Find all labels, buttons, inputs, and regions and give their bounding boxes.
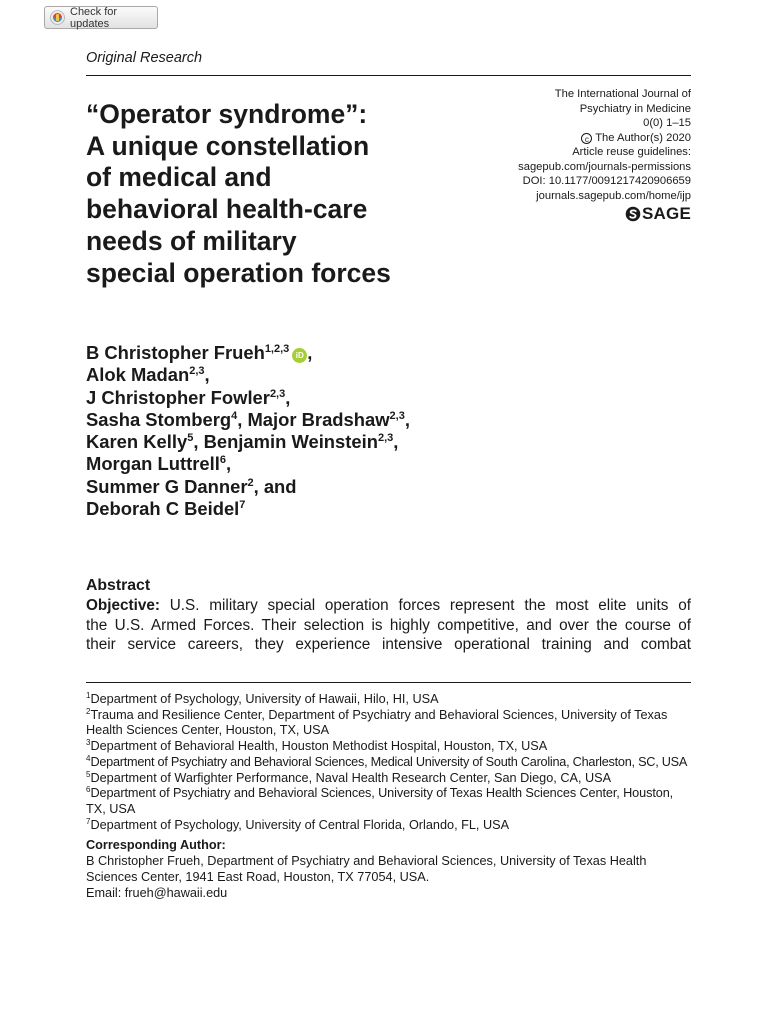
crossmark-icon	[50, 10, 65, 25]
affiliation-text: Department of Psychology, University of Hawaii, Hilo, HI, USA	[90, 692, 439, 706]
abstract-line: their service careers, they experience intensive operational training and combat	[86, 636, 691, 653]
author-name: Benjamin Weinstein	[198, 431, 378, 453]
author-name: Morgan Luttrell	[86, 453, 220, 475]
author-name: Karen Kelly	[86, 431, 188, 453]
corresponding-author-heading: Corresponding Author:	[86, 838, 226, 852]
affiliation-marker: 4	[231, 409, 238, 422]
affiliation-text: Department of Psychiatry and Behavioral Sciences, University of Texas Health Sciences Center, Houston,	[90, 786, 674, 801]
author-line	[86, 453, 410, 475]
volume-pages: 0(0) 1–15	[643, 117, 691, 129]
corresponding-author	[86, 838, 691, 902]
email-link[interactable]: frueh@hawaii.edu	[124, 885, 228, 900]
abstract-heading: Abstract	[86, 577, 151, 594]
author-line	[86, 476, 410, 498]
affiliation-marker: 2	[247, 476, 254, 489]
copyright-icon: c	[581, 133, 592, 144]
section-label: Original Research	[86, 50, 203, 66]
affiliation-marker: 2,3	[269, 387, 286, 400]
title-line: “Operator syndrome”:	[86, 99, 368, 129]
author-line	[86, 387, 410, 409]
separator: ,	[393, 431, 399, 453]
affiliation-text: Department of Warfighter Performance, Naval Health Research Center, San Diego, CA, USA	[90, 770, 612, 785]
affiliation-number: 3	[86, 738, 91, 748]
sage-s-icon	[625, 206, 641, 222]
affiliation-marker: 7	[239, 499, 246, 512]
affiliation-text: TX, USA	[86, 801, 136, 816]
affiliation-marker: 2,3	[189, 365, 205, 378]
reuse-guidelines-label: Article reuse guidelines:	[572, 146, 691, 158]
sage-logo	[625, 204, 691, 224]
affiliation-marker: 5	[187, 432, 194, 445]
affiliation-number: 2	[86, 706, 91, 716]
journal-info	[518, 87, 691, 203]
affiliation	[86, 818, 691, 834]
author-name: Deborah C Beidel	[86, 498, 240, 520]
author-line	[86, 364, 410, 386]
affiliation-marker: 1,2,3	[264, 343, 290, 355]
affiliation-text: Health Sciences Center, Houston, TX, USA	[86, 723, 330, 738]
separator: ,	[285, 386, 291, 408]
separator: ,	[204, 364, 210, 386]
title-line: special operation forces	[86, 257, 391, 288]
affiliation-marker: 2,3	[389, 409, 405, 422]
separator: ,	[307, 342, 313, 363]
doi[interactable]: DOI: 10.1177/0091217420906659	[522, 175, 691, 187]
title-line: behavioral health-care	[86, 194, 368, 225]
affiliation	[86, 802, 691, 818]
title-line: of medical and	[86, 162, 272, 193]
author-line	[86, 498, 410, 520]
abstract-line	[86, 596, 691, 616]
orcid-icon[interactable]: iD	[292, 348, 307, 363]
separator: ,	[193, 431, 199, 453]
affiliation-number: 1	[86, 691, 91, 700]
title-line: needs of military	[86, 225, 297, 256]
journal-name-line: The International Journal of	[554, 88, 691, 100]
affiliation-text: Department of Psychology, University of Central Florida, Orlando, FL, USA	[90, 817, 510, 832]
check-for-updates-label: Check for updates	[70, 5, 118, 30]
title-line: A unique constellation	[86, 130, 370, 161]
separator: , and	[253, 475, 297, 497]
affiliation	[86, 723, 691, 739]
author-line	[86, 342, 410, 364]
abstract-line-text: U.S. military special operation forces represent the most elite units of	[159, 597, 691, 614]
copyright-line	[518, 131, 691, 146]
affiliation-number: 6	[86, 785, 91, 795]
separator: ,	[404, 408, 410, 430]
separator: ,	[225, 453, 232, 475]
affiliation	[86, 708, 691, 724]
author-name: Major Bradshaw	[242, 408, 390, 430]
affiliation-number: 4	[86, 753, 91, 763]
abstract-line: the U.S. Armed Forces. Their selection is highly competitive, and over the course of	[86, 616, 691, 634]
affiliation	[86, 771, 691, 787]
affiliation-number: 5	[86, 769, 91, 779]
footnote-divider	[86, 682, 691, 683]
affiliation	[86, 692, 691, 708]
author-list	[86, 342, 410, 520]
author-name: Sasha Stomberg	[86, 408, 232, 430]
affiliation-marker: 6	[219, 454, 226, 467]
affiliation-text: Department of Psychiatry and Behavioral Sciences, Medical University of South Carolina, Charleston, SC, USA	[90, 754, 688, 769]
author-name: Alok Madan	[86, 364, 190, 386]
affiliation-marker: 2,3	[377, 432, 394, 445]
objective-label: Objective:	[86, 597, 160, 614]
corresponding-author-line: Sciences Center, 1941 East Road, Houston, TX 77054, USA.	[86, 869, 430, 884]
corresponding-email-line	[86, 886, 691, 902]
top-divider	[86, 75, 691, 76]
check-for-updates-button[interactable]	[44, 6, 158, 29]
corresponding-author-line: B Christopher Frueh, Department of Psychiatry and Behavioral Sciences, University of Texas Health	[86, 853, 647, 868]
affiliation	[86, 739, 691, 755]
affiliation	[86, 755, 691, 771]
abstract-body	[86, 596, 691, 655]
author-line	[86, 431, 410, 453]
affiliation	[86, 786, 691, 802]
affiliation-text: Trauma and Resilience Center, Department of Psychiatry and Behavioral Sciences, University of Texas	[90, 707, 668, 722]
article-title	[86, 99, 486, 289]
author-name: B Christopher Frueh	[86, 342, 265, 363]
journal-homepage-link[interactable]: journals.sagepub.com/home/ijp	[536, 189, 691, 202]
separator: ,	[237, 408, 243, 430]
permissions-link[interactable]: sagepub.com/journals-permissions	[518, 160, 691, 173]
journal-name-line: Psychiatry in Medicine	[579, 102, 691, 115]
sage-logo-text: SAGE	[642, 204, 691, 223]
author-name: J Christopher Fowler	[86, 386, 270, 408]
affiliation-number: 7	[86, 816, 91, 826]
copyright-text: The Author(s) 2020	[595, 131, 691, 144]
author-name: Summer G Danner	[86, 475, 248, 497]
affiliation-text: Department of Behavioral Health, Houston Methodist Hospital, Houston, TX, USA	[90, 739, 548, 754]
author-line	[86, 409, 410, 431]
affiliations	[86, 692, 691, 833]
email-label: Email:	[86, 885, 125, 900]
